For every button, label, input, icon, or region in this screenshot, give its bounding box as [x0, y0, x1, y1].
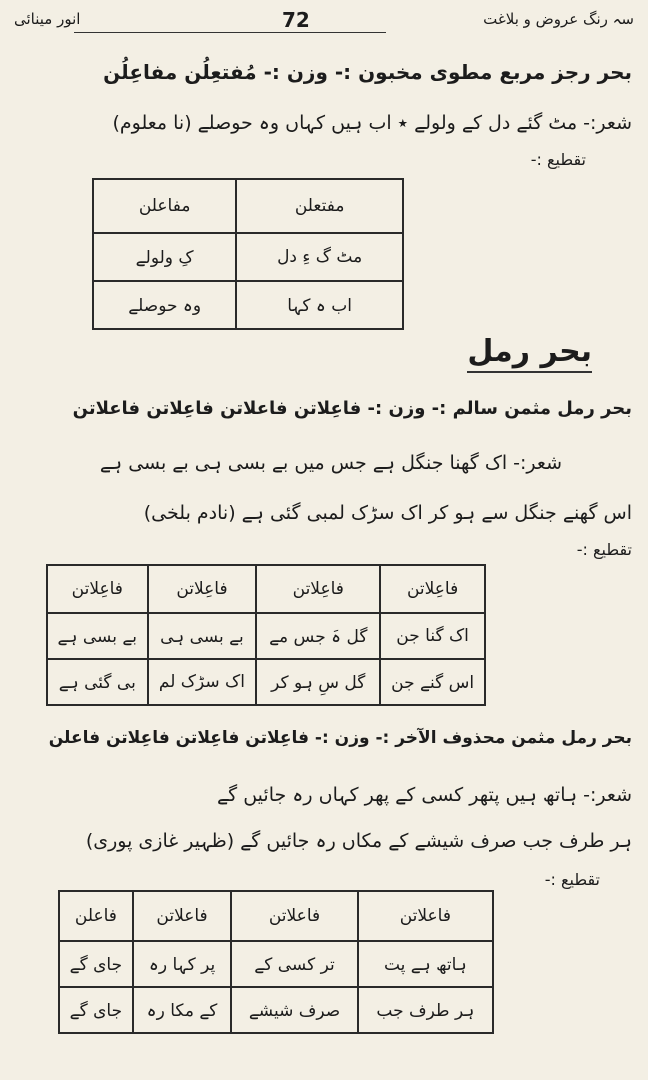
table-cell: گل ہَ جس مے — [256, 613, 380, 659]
table-cell: بی گئی ہے — [47, 659, 148, 705]
section3-title: بحر رمل مثمن محذوف الآخر :- وزن :- فاعِلاتن فاعِلاتن فاعِلاتن فاعلن — [48, 728, 632, 748]
section3-table — [58, 890, 494, 1034]
table-cell: جای گے — [59, 987, 133, 1033]
section2-heading: بحر رمل — [467, 334, 592, 373]
table-cell: گل سِ ہو کر — [256, 659, 380, 705]
section3-verse2: ہر طرف جب صرف شیشے کے مکاں رہ جائیں گے (ظہیر غازی پوری) — [85, 830, 632, 852]
table-header-cell: مفتعلن — [236, 179, 403, 233]
table-header-cell: فاعِلاتن — [148, 565, 257, 613]
table-cell: کے مکا رہ — [133, 987, 231, 1033]
table-cell: صرف شیشے — [231, 987, 357, 1033]
section2-verse2: اس گھنے جنگل سے ہو کر اک سڑک لمبی گئی ہے (نادم بلخی) — [143, 502, 632, 524]
table-cell: اک گنا جن — [380, 613, 485, 659]
section3-verse1: شعر:- ہاتھ ہیں پتھر کسی کے پھر کہاں رہ جائیں گے — [217, 784, 632, 806]
table-cell: اک سڑک لم — [148, 659, 257, 705]
section1-verse: شعر:- مٹ گئے دل کے ولولے ٭ اب ہیں کہاں وہ حوصلے (نا معلوم) — [112, 112, 632, 134]
table-header-cell: فاعلاتن — [358, 891, 493, 941]
table-cell: ہر طرف جب — [358, 987, 493, 1033]
section1-table — [92, 178, 404, 330]
section1-taqti-label: تقطیع :- — [530, 150, 586, 169]
page-header — [14, 10, 634, 40]
table-header-cell: مفاعلن — [93, 179, 236, 233]
table-header-cell: فاعلاتن — [133, 891, 231, 941]
header-author: انور مینائی — [14, 10, 81, 28]
table-cell: جای گے — [59, 941, 133, 987]
section2-verse1: شعر:- اک گھنا جنگل ہے جس میں بے بسی ہی بے بسی ہے — [99, 452, 562, 474]
table-header-cell: فاعِلاتن — [256, 565, 380, 613]
table-cell: اس گنے جن — [380, 659, 485, 705]
table-cell: تر کسی کے — [231, 941, 357, 987]
table-cell: کِ ولولے — [93, 233, 236, 281]
table-cell: بے بسی ہی — [148, 613, 257, 659]
section2-title: بحر رمل مثمن سالم :- وزن :- فاعِلاتن فاعلاتن فاعِلاتن فاعلاتن — [72, 398, 632, 419]
section1-title: بحر رجز مربع مطوی مخبون :- وزن :- مُفتعِلُن مفاعِلُن — [103, 60, 632, 84]
table-cell: مٹ گ ءِ دل — [236, 233, 403, 281]
table-header-cell: فاعلاتن — [231, 891, 357, 941]
table-header-cell: فاعِلاتن — [380, 565, 485, 613]
table-header-cell: فاعلن — [59, 891, 133, 941]
section3-taqti-label: تقطیع :- — [544, 870, 600, 889]
header-rule-left — [74, 32, 344, 33]
table-cell: بے بسی ہے — [47, 613, 148, 659]
section2-taqti-label: تقطیع :- — [576, 540, 632, 559]
page-number: 72 — [282, 8, 310, 32]
table-header-cell: فاعِلاتن — [47, 565, 148, 613]
table-cell: پر کہا رہ — [133, 941, 231, 987]
header-book-title: سہ رنگ عروض و بلاغت — [483, 10, 634, 28]
table-cell: وہ حوصلے — [93, 281, 236, 329]
table-cell: ہاتھ ہے پت — [358, 941, 493, 987]
section2-table — [46, 564, 486, 706]
table-cell: اب ہ کہا — [236, 281, 403, 329]
